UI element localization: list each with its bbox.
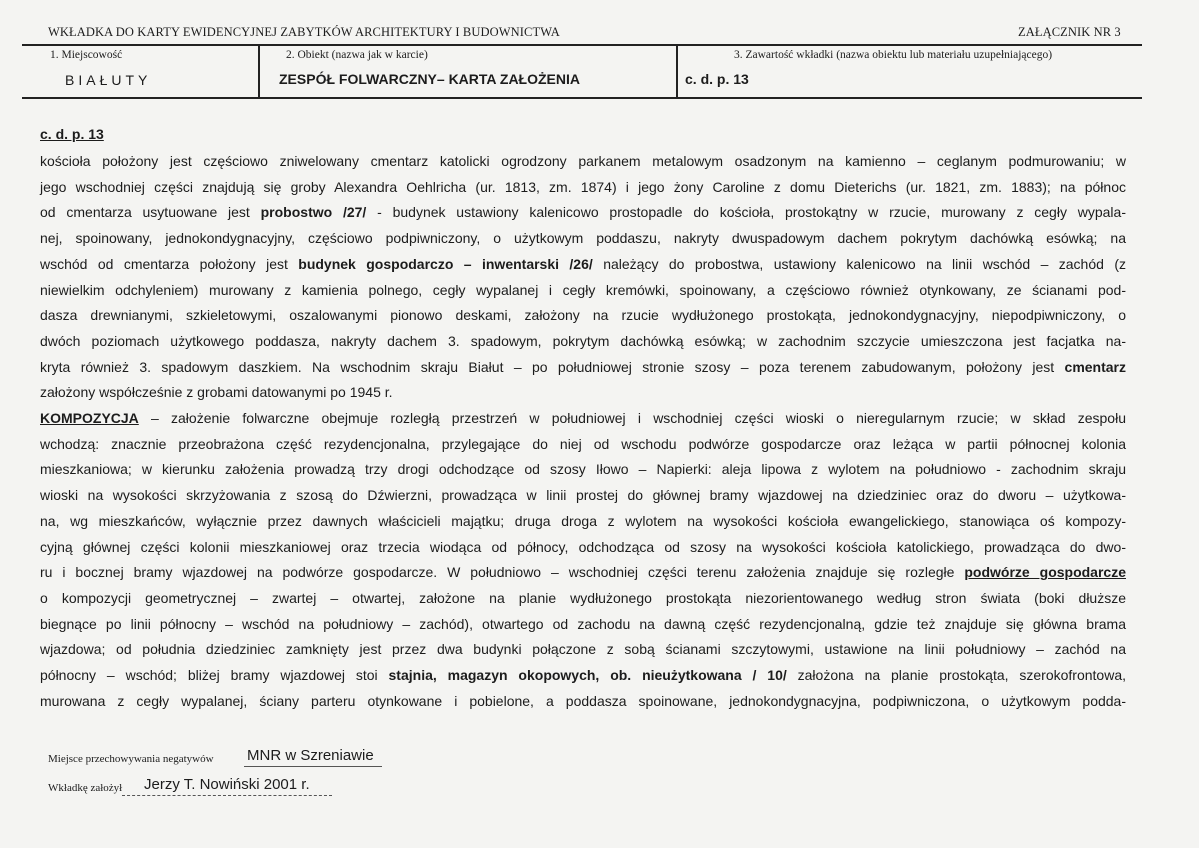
body-text-run: ru i bocznej bramy wjazdowej na podwórze gospodarcze. W południowo – wschodniej części terenu założenia znajduje się rozległe [40, 564, 965, 581]
negatives-location-underline [244, 766, 382, 767]
body-text-run: wchodzą: znacznie przeobrażona część rezydencjonalna, przylegające do niej od wschodu podwórze gospodarcze oraz leżąca w partii północnej kolonia [40, 435, 1126, 452]
body-line [40, 383, 1126, 401]
body-line [40, 538, 1126, 556]
body-text-run: należący do probostwa, ustawiony kalenicowo na linii wschód – zachód (z [592, 255, 1126, 272]
body-text-run: o kompozycji geometrycznej – zwartej – otwartej, założone na planie wydłużonego prostokąta niezorientowanego według stron świata (boki dłuższe [40, 589, 1126, 606]
body-line [40, 306, 1126, 324]
emphasized-term: cmentarz [1064, 358, 1126, 375]
body-line [40, 666, 1126, 684]
body-text-run: założona na planie prostokąta, szerokofrontowa, [786, 667, 1127, 683]
author-value: Jerzy T. Nowiński 2001 r. [144, 776, 310, 793]
body-text-run: wjazdowa; od południa dziedziniec zamknięty jest przez dwa budynki połączone z sobą ścianami szczytowymi, ustawione na linii południowy – zachód na [40, 641, 1126, 658]
body-line [40, 692, 1126, 710]
emphasized-term: probostwo /27/ [260, 204, 367, 221]
continuation-heading: c. d. p. 13 [40, 126, 104, 142]
body-line [40, 435, 1126, 453]
body-line [40, 563, 1126, 581]
body-text-run: od cmentarza usytuowane jest [40, 204, 261, 221]
field-locality-label: 1. Miejscowość [50, 49, 123, 61]
body-text-run: jego wschodniej części znajdują się groby Alexandra Oehlricha (ur. 1813, zm. 1874) i jego żony Caroline z domu Dieterichs (ur. 1821, zm. 1883); na północ [40, 178, 1126, 195]
annex-number: ZAŁĄCZNIK NR 3 [1018, 25, 1121, 39]
body-line [40, 332, 1126, 350]
field-locality-value: BIAŁUTY [65, 72, 152, 88]
body-line [40, 178, 1126, 196]
body-text-run: założony współcześnie z grobami datowanymi po 1945 r. [40, 384, 393, 401]
body-line [40, 409, 1126, 427]
field-content-label: 3. Zawartość wkładki (nazwa obiektu lub materiału uzupełniającego) [734, 49, 1053, 61]
emphasized-term: stajnia, magazyn okopowych, ob. nieużytkowana / 10/ [388, 667, 787, 683]
body-line [40, 203, 1126, 221]
body-text-run: - budynek ustawiony kalenicowo prostopadle do kościoła, prostokątny w rzucie, murowany z cegły wypala- [366, 204, 1126, 221]
table-top-rule [22, 44, 1142, 46]
body-line [40, 358, 1126, 376]
body-text-run: cyjną głównej części kolonii mieszkaniowej oraz trzecia wiodąca od północy, odchodząca od szosy na wysokości kościoła katolickiego, prowadząca do dwo- [40, 538, 1126, 555]
body-text-run: nej, spoinowany, jednokondygnacyjny, częściowo podpiwniczony, o użytkowym poddaszu, nakryty dwuspadowym dachem pokrytym dachówką esówką; na [40, 230, 1126, 247]
document-title: WKŁADKA DO KARTY EWIDENCYJNEJ ZABYTKÓW ARCHITEKTURY I BUDOWNICTWA [48, 25, 560, 39]
table-bottom-rule [22, 97, 1142, 99]
body-line [40, 615, 1126, 633]
body-line [40, 486, 1126, 504]
body-text-run: dwóch poziomach użytkowego poddasza, nakryty dachem 3. spadowym, pokrytym dachówką esówką; w zachodnim szczycie umieszczona jest facjatka na- [40, 332, 1126, 349]
body-line [40, 281, 1126, 299]
body-line [40, 460, 1126, 478]
body-text-run: wschód od cmentarza położony jest [40, 255, 299, 272]
author-label: Wkładkę założył [48, 782, 123, 794]
emphasized-term: KOMPOZYCJA [40, 410, 139, 426]
body-line [40, 512, 1126, 530]
body-line [40, 255, 1126, 273]
body-text-run: – założenie folwarczne obejmuje rozległą przestrzeń w południowej i wschodniej części wioski o nieregularnym rzucie; w skład zespołu [138, 410, 1126, 426]
negatives-location-label: Miejsce przechowywania negatywów [48, 753, 214, 765]
body-text-run: biegnące po linii północny – wschód na południowy – zachód), otwartego od zachodu na dawną część rezydencjonalną, gdzie też znajduje się główna brama [40, 615, 1126, 632]
emphasized-term: budynek gospodarczo – inwentarski /26/ [298, 255, 593, 272]
body-text-run: kościoła położony jest częściowo zniwelowany cmentarz katolicki ogrodzony parkanem metalowym osadzonym na kamienno – ceglanym podmurowaniu; w [40, 153, 1126, 169]
body-line [40, 229, 1126, 247]
field-content-value: c. d. p. 13 [685, 71, 749, 87]
field-object-value: ZESPÓŁ FOLWARCZNY– KARTA ZAŁOŻENIA [279, 71, 580, 87]
body-text-run: dasza drewnianymi, szkieletowymi, oszalowanymi pionowo deskami, założony na rzucie wydłużonego prostokąta, jednokondygnacyjny, niepodpiwniczony, o [40, 307, 1126, 324]
body-text-run: murowana z cegły wypalanej, ściany parteru otynkowane i pobielone, a poddasza spoinowane, jednokondygnacyjna, podpiwniczona, o użytkowym podda- [40, 692, 1126, 709]
body-line [40, 640, 1126, 658]
body-text-run: kryta również 3. spadowym daszkiem. Na wschodnim skraju Białut – po południowej stronie szosy – poza terenem zabudowanym, położony jest [40, 358, 1065, 375]
body-text-run: na, wg mieszkańców, wyłącznie przez dawnych właścicieli majątku; druga droga z wylotem na wysokości kościoła ewangelickiego, stanowiąca oś kompozy- [40, 512, 1126, 529]
author-underline [122, 795, 332, 796]
emphasized-term: podwórze gospodarcze [964, 564, 1126, 581]
column-divider-2 [676, 44, 678, 98]
body-text-run: mieszkaniowa; w kierunku założenia prowadzą trzy drogi odchodzące od szosy Iłowo – Napierki: aleja lipowa z wylotem na południowo - zachodnim skraju [40, 461, 1126, 478]
body-line [40, 152, 1126, 170]
body-text-run: niewielkim odchyleniem) murowany z kamienia polnego, cegły wypalanej i cegły kremówki, spoinowany, a częściowo również otynkowany, ze ścianami pod- [40, 281, 1126, 298]
field-object-label: 2. Obiekt (nazwa jak w karcie) [286, 49, 428, 61]
body-text-run: wioski na wysokości skrzyżowania z szosą do Dźwierzni, prowadząca w linii prostej do głównej bramy wjazdowej na dziedziniec oraz do dworu – użytkowa- [40, 487, 1126, 504]
body-line [40, 589, 1126, 607]
body-text-run: północny – wschód; bliżej bramy wjazdowej stoi [40, 667, 389, 683]
column-divider-1 [258, 44, 260, 98]
negatives-location-value: MNR w Szreniawie [247, 747, 374, 764]
